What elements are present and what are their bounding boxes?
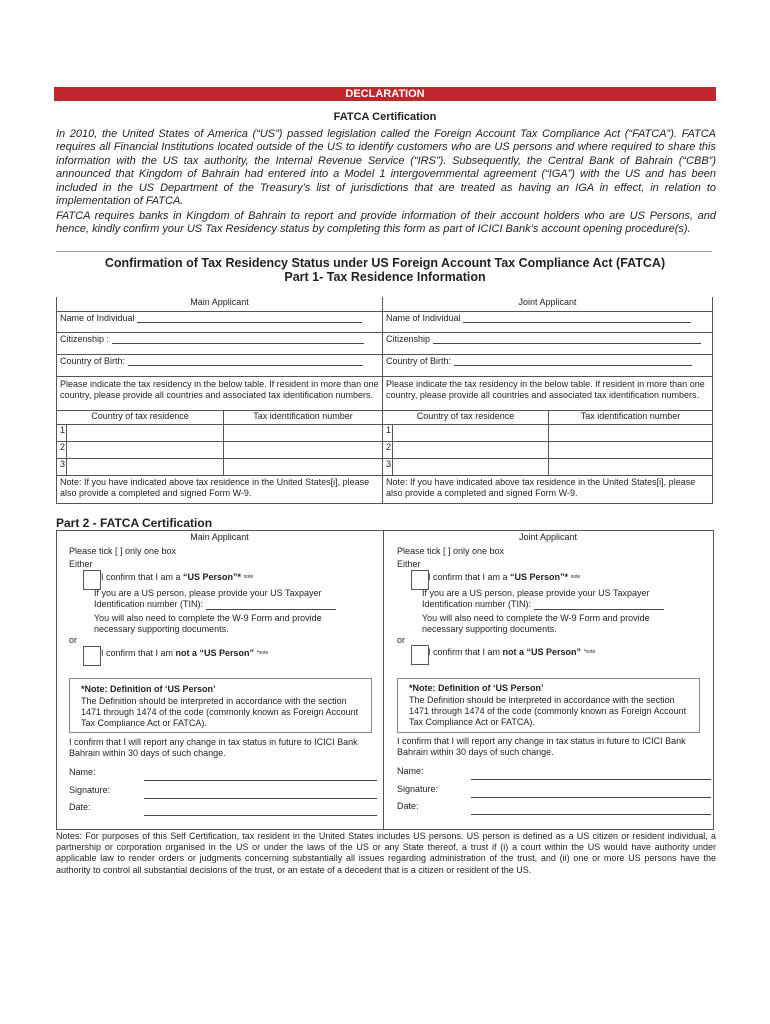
joint-country-col-header: Country of tax residence	[383, 410, 549, 424]
main-tin-cell-2[interactable]	[224, 441, 383, 458]
main-w9-note: Note: If you have indicated above tax residence in the United States[i], please also provide a completed and signed Form W-9.	[57, 475, 383, 503]
joint-note-text: The Definition should be interpreted in accordance with the section 1471 through 1474 of the code (commonly known as Foreign Account Tax Compliance Act or FATCA).	[409, 695, 687, 727]
joint-country-cell-2[interactable]	[393, 441, 549, 458]
main-name-label: Name:	[69, 767, 96, 777]
main-tin-instruction: If you are a US person, please provide your US Taxpayer Identification number (TIN):	[94, 588, 364, 610]
main-country-of-birth-field[interactable]	[57, 354, 383, 376]
name-label: Name of Individual	[386, 312, 461, 323]
row-number: 2	[383, 441, 393, 458]
joint-applicant-header-p2: Joint Applicant	[518, 532, 578, 542]
joint-note-title: *Note: Definition of ‘US Person’	[409, 683, 544, 693]
joint-country-cell-3[interactable]	[393, 458, 549, 475]
joint-w9-note: Note: If you have indicated above tax residence in the United States[i], please also provide a completed and signed Form W-9.	[383, 475, 713, 503]
tax-residence-table	[56, 297, 713, 504]
joint-country-of-birth-field[interactable]	[383, 354, 713, 376]
or-label: or	[397, 635, 406, 645]
row-number: 3	[57, 458, 67, 475]
joint-tin-col-header: Tax identification number	[549, 410, 713, 424]
part1-title: Confirmation of Tax Residency Status under US Foreign Account Tax Compliance Act (FATCA)	[104, 256, 666, 270]
main-not-us-person-checkbox[interactable]	[83, 646, 101, 666]
divider	[56, 251, 712, 252]
joint-tin-cell-1[interactable]	[549, 424, 713, 441]
joint-name-label: Name:	[397, 766, 424, 776]
main-country-cell-3[interactable]	[67, 458, 224, 475]
joint-report-change: I confirm that I will report any change in tax status in future to ICICI Bank Bahrain within 30 days of such change.	[397, 736, 686, 757]
part2-column-divider	[383, 530, 384, 829]
main-country-col-header: Country of tax residence	[57, 410, 224, 424]
main-not-us-person-label: I confirm that I am not a “US Person” $^{*note}$	[101, 648, 269, 658]
joint-not-us-person-label: I confirm that I am not a “US Person” $^{*note}$	[428, 647, 596, 657]
joint-residency-instruction: Please indicate the tax residency in the below table. If resident in more than one country, please provide all countries and associated tax identification numbers.	[383, 376, 713, 410]
main-applicant-header: Main Applicant	[57, 297, 383, 311]
main-tin-col-header: Tax identification number	[224, 410, 383, 424]
joint-tin-instruction: If you are a US person, please provide your US Taxpayer Identification number (TIN):	[422, 588, 692, 610]
intro-paragraph-1: In 2010, the United States of America (“US”) passed legislation called the Foreign Account Tax Compliance Act (“FATCA”). FATCA requires all Financial Institutions located outside of the US to identify customers who are US persons and where required to share this information with the US tax authority, the Internal Revenue Service (“IRS”). Subsequently, the Central Bank of Bahrain (“CBB”) announced that Kingdom of Bahrain had entered into a Model 1 intergovernmental agreement (“IGA”) with the US and has been included in the US Department of the Treasury’s list of jurisdictions that are treated as having an IGA in effect, in relation to implementation of FATCA.	[56, 128, 716, 208]
main-us-person-checkbox[interactable]	[83, 570, 101, 590]
or-label: or	[69, 635, 78, 645]
joint-w9-instruction: You will also need to complete the W-9 Form and provide necessary supporting documents.	[422, 613, 650, 634]
main-note-title: *Note: Definition of ‘US Person’	[81, 684, 216, 694]
citizenship-label: Citizenship	[386, 333, 431, 344]
citizenship-label: Citizenship :	[60, 333, 110, 344]
main-signature-label: Signature:	[69, 785, 111, 795]
joint-country-cell-1[interactable]	[393, 424, 549, 441]
please-tick-instruction: Please tick [ ] only one box	[69, 546, 177, 556]
main-date-line[interactable]	[144, 815, 377, 816]
joint-not-us-person-checkbox[interactable]	[411, 645, 429, 665]
country-of-birth-label: Country of Birth:	[60, 355, 126, 366]
main-signature-line[interactable]	[144, 798, 377, 799]
part1-subtitle: Part 1- Tax Residence Information	[284, 270, 486, 284]
joint-us-person-label: I confirm that I am a “US Person”* $^{note}$	[428, 572, 581, 582]
joint-applicant-header: Joint Applicant	[383, 297, 713, 311]
main-note-text: The Definition should be interpreted in accordance with the section 1471 through 1474 of the code (commonly known as Foreign Account Tax Compliance Act or FATCA).	[81, 696, 359, 728]
main-date-label: Date:	[69, 802, 91, 812]
main-us-person-label: I confirm that I am a “US Person”* $^{note}$	[101, 572, 254, 582]
footer-notes: Notes: For purposes of this Self Certification, tax resident in the United States includes US persons. US person is defined as a US citizen or resident individual, a partnership or corporation organised in the US or under the laws of the US or any State thereof, a trust if (i) a court within the US would have authority under applicable law to render orders or judgments concerning substantially all issues regarding administration of the trust, and (ii) one or more US persons have the authority to control all substantial decisions of the trust, or an estate of a decedent that is a citizen or resident of the US.	[56, 831, 716, 875]
main-report-change: I confirm that I will report any change in tax status in future to ICICI Bank Bahrain within 30 days of such change.	[69, 737, 358, 758]
either-label: Either	[397, 559, 421, 569]
main-name-field[interactable]	[57, 311, 383, 332]
joint-date-line[interactable]	[471, 814, 711, 815]
main-residency-instruction: Please indicate the tax residency in the below table. If resident in more than one country, please provide all countries and associated tax identification numbers.	[57, 376, 383, 410]
main-name-line[interactable]	[144, 780, 377, 781]
joint-tin-cell-2[interactable]	[549, 441, 713, 458]
main-tin-cell-3[interactable]	[224, 458, 383, 475]
joint-signature-line[interactable]	[471, 797, 711, 798]
intro-paragraph-2: FATCA requires banks in Kingdom of Bahrain to report and provide information of their account holders who are US Persons, and hence, kindly confirm your US Tax Residency status by completing this form as part of ICICI Bank’s account opening procedure(s).	[56, 210, 716, 236]
main-country-cell-2[interactable]	[67, 441, 224, 458]
country-of-birth-label: Country of Birth:	[386, 355, 452, 366]
main-country-cell-1[interactable]	[67, 424, 224, 441]
declaration-banner: DECLARATION	[54, 87, 716, 101]
main-tin-cell-1[interactable]	[224, 424, 383, 441]
joint-name-field[interactable]	[383, 311, 713, 332]
joint-date-label: Date:	[397, 801, 419, 811]
please-tick-instruction: Please tick [ ] only one box	[397, 546, 505, 556]
joint-us-person-checkbox[interactable]	[411, 570, 429, 590]
main-w9-instruction: You will also need to complete the W-9 Form and provide necessary supporting documents.	[94, 613, 322, 634]
row-number: 3	[383, 458, 393, 475]
joint-name-line[interactable]	[471, 779, 711, 780]
row-number: 2	[57, 441, 67, 458]
either-label: Either	[69, 559, 93, 569]
joint-tin-cell-3[interactable]	[549, 458, 713, 475]
row-number: 1	[57, 424, 67, 441]
main-applicant-header-p2: Main Applicant	[190, 532, 249, 542]
joint-signature-label: Signature:	[397, 784, 439, 794]
row-number: 1	[383, 424, 393, 441]
name-label: Name of Individual	[60, 312, 135, 323]
fatca-certification-heading: FATCA Certification	[333, 111, 437, 123]
joint-citizenship-field[interactable]	[383, 332, 713, 354]
part2-title: Part 2 - FATCA Certification	[56, 516, 213, 530]
main-citizenship-field[interactable]	[57, 332, 383, 354]
